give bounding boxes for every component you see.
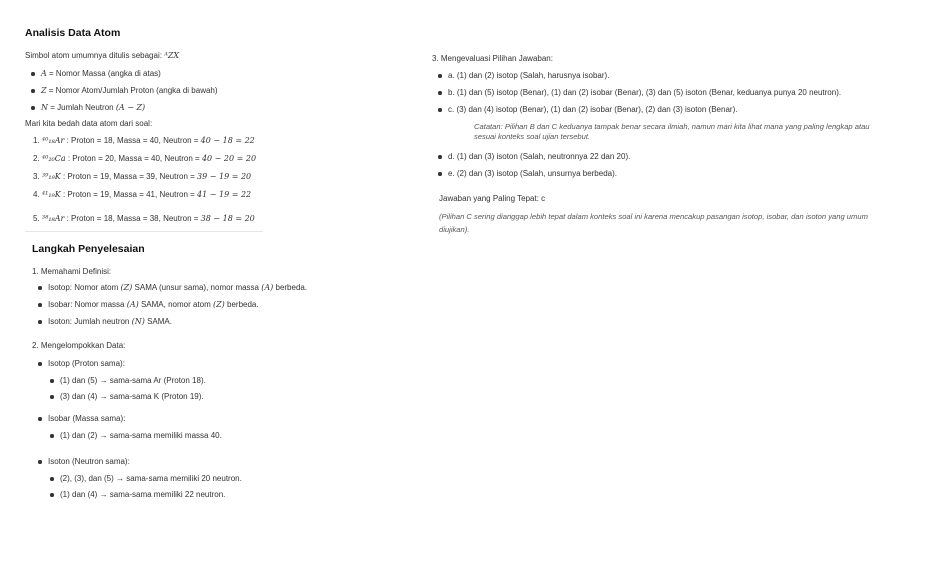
step1-title: 1. Memahami Definisi: (32, 267, 112, 276)
def-text: berbeda. (273, 283, 308, 292)
symbol-a: A (41, 69, 47, 78)
left-column (25, 26, 425, 501)
symbol-definitions-list (25, 68, 425, 114)
atom-data: : Proton = 19, Massa = 39, Neutron = (60, 172, 198, 181)
symbol-def-item (25, 68, 425, 80)
options-list (432, 70, 912, 116)
group-isotop (32, 358, 425, 370)
group-isoton (32, 456, 425, 468)
symbol-z: Z (41, 86, 47, 95)
atom-neutron-expr: 40 − 18 = 22 (200, 136, 255, 145)
atom-item (25, 135, 425, 147)
atom-data: : Proton = 19, Massa = 41, Neutron = (60, 190, 198, 199)
atom-symbol: ⁴⁰₁₈Ar (41, 136, 65, 145)
definition-item (32, 299, 425, 311)
atom-number: 1. (33, 136, 40, 145)
group-isotop-items (32, 375, 425, 403)
section-title-analysis: Analisis Data Atom (25, 27, 121, 39)
def-math: (N) (131, 317, 145, 326)
atom-symbol: ⁴¹₁₉K (41, 190, 61, 199)
definition-item (32, 282, 425, 294)
group-isobar (32, 413, 425, 425)
atom-number: 3. (33, 172, 40, 181)
option-item: a. (1) dan (2) isotop (Salah, harusnya isobar). (432, 70, 912, 82)
symbol-def-item (25, 85, 425, 97)
atom-symbol: ³⁹₁₉K (41, 172, 61, 181)
group-item: (3) dan (4) → sama-sama K (Proton 19). (32, 391, 425, 403)
section-divider (25, 231, 263, 232)
atom-item (25, 171, 425, 183)
group-isobar-items (32, 430, 425, 442)
step3-title: 3. Mengevaluasi Pilihan Jawaban: (432, 54, 553, 63)
intro-symbol: ᴬZX (164, 51, 180, 60)
option-item: b. (1) dan (5) isotop (Benar), (1) dan (2) isobar (Benar), (3) dan (5) isoton (Benar, keduanya punya 20 neutron). (432, 87, 912, 99)
def-math: (Z) (120, 283, 133, 292)
atom-symbol: ⁴⁰₂₀Ca (41, 154, 66, 163)
def-text: berbeda. (224, 300, 259, 309)
option-note: Catatan: Pilihan B dan C keduanya tampak benar secara ilmiah, namun mari kita lihat mana yang paling lengkap atau sesuai konteks soal ujian tersebut. (474, 122, 870, 141)
option-item: e. (2) dan (3) isotop (Salah, unsurnya berbeda). (432, 168, 912, 180)
def-text: Isotop: Nomor atom (48, 283, 121, 292)
atom-item (25, 213, 425, 225)
group-label: Isoton (Neutron sama): (48, 457, 130, 466)
group-isoton-items (32, 473, 425, 501)
atom-neutron-expr: 39 − 19 = 20 (197, 172, 252, 181)
def-text: Isobar: Nomor massa (48, 300, 127, 309)
answer-line: Jawaban yang Paling Tepat: c (439, 194, 546, 203)
intro-line (25, 50, 425, 62)
group-label: Isobar (Massa sama): (48, 414, 126, 423)
atom-data: : Proton = 18, Massa = 38, Neutron = (64, 214, 201, 223)
symbol-def-text: = Jumlah Neutron (48, 103, 116, 112)
atom-symbol: ³⁸₁₈Ar (41, 214, 65, 223)
def-text: Isoton: Jumlah neutron (48, 317, 132, 326)
symbol-n: N (41, 103, 48, 112)
option-item: c. (3) dan (4) isotop (Benar), (1) dan (2) isobar (Benar), (2) dan (3) isoton (Benar). (432, 104, 912, 116)
atom-item (25, 189, 425, 201)
group-item: (1) dan (4) → sama-sama memiliki 22 neutron. (32, 489, 425, 501)
answer-note: (Pilihan C sering dianggap lebih tepat dalam konteks soal ini karena mencakup pasangan isotop, isobar, dan isoton yang umum diujikan). (439, 212, 868, 234)
section-title-steps: Langkah Penyelesaian (32, 243, 145, 255)
group-item: (1) dan (5) → sama-sama Ar (Proton 18). (32, 375, 425, 387)
atom-data: : Proton = 20, Massa = 40, Neutron = (65, 154, 202, 163)
def-text: SAMA (unsur sama), nomor massa (132, 283, 262, 292)
def-text: SAMA, nomor atom (138, 300, 213, 309)
def-math: (A) (261, 283, 274, 292)
atom-neutron-expr: 38 − 18 = 20 (200, 214, 255, 223)
atom-neutron-expr: 41 − 19 = 22 (197, 190, 252, 199)
options-list-2 (432, 151, 912, 180)
atom-number: 5. (33, 214, 40, 223)
atom-number: 2. (33, 154, 40, 163)
symbol-n-expr: (A − Z) (115, 103, 146, 112)
step2-title: 2. Mengelompokkan Data: (32, 341, 126, 350)
definition-item (32, 316, 425, 328)
atom-number: 4. (33, 190, 40, 199)
group-item: (1) dan (2) → sama-sama memiliki massa 40. (32, 430, 425, 442)
group-isobar-sublist-wrap (32, 430, 425, 442)
breakdown-intro: Mari kita bedah data atom dari soal: (25, 119, 153, 128)
def-math: (Z) (212, 300, 225, 309)
symbol-def-item (25, 102, 425, 114)
symbol-def-text: = Nomor Massa (angka di atas) (46, 69, 161, 78)
groups-list (32, 358, 425, 501)
group-label: Isotop (Proton sama): (48, 359, 125, 368)
atom-neutron-expr: 40 − 20 = 20 (201, 154, 257, 163)
group-isoton-sublist-wrap (32, 473, 425, 501)
atom-data: : Proton = 18, Massa = 40, Neutron = (64, 136, 201, 145)
def-math: (A) (126, 300, 139, 309)
atom-list (25, 135, 425, 225)
group-isotop-sublist-wrap (32, 375, 425, 403)
def-text: SAMA. (144, 317, 172, 326)
steps-content (32, 266, 425, 501)
definitions-list (32, 282, 425, 328)
atom-item (25, 153, 425, 165)
right-column (432, 53, 912, 236)
group-item: (2), (3), dan (5) → sama-sama memiliki 20 neutron. (32, 473, 425, 485)
symbol-def-text: = Nomor Atom/Jumlah Proton (angka di bawah) (46, 86, 218, 95)
intro-text: Simbol atom umumnya ditulis sebagai: (25, 51, 165, 60)
option-item: d. (1) dan (3) isoton (Salah, neutronnya 22 dan 20). (432, 151, 912, 163)
